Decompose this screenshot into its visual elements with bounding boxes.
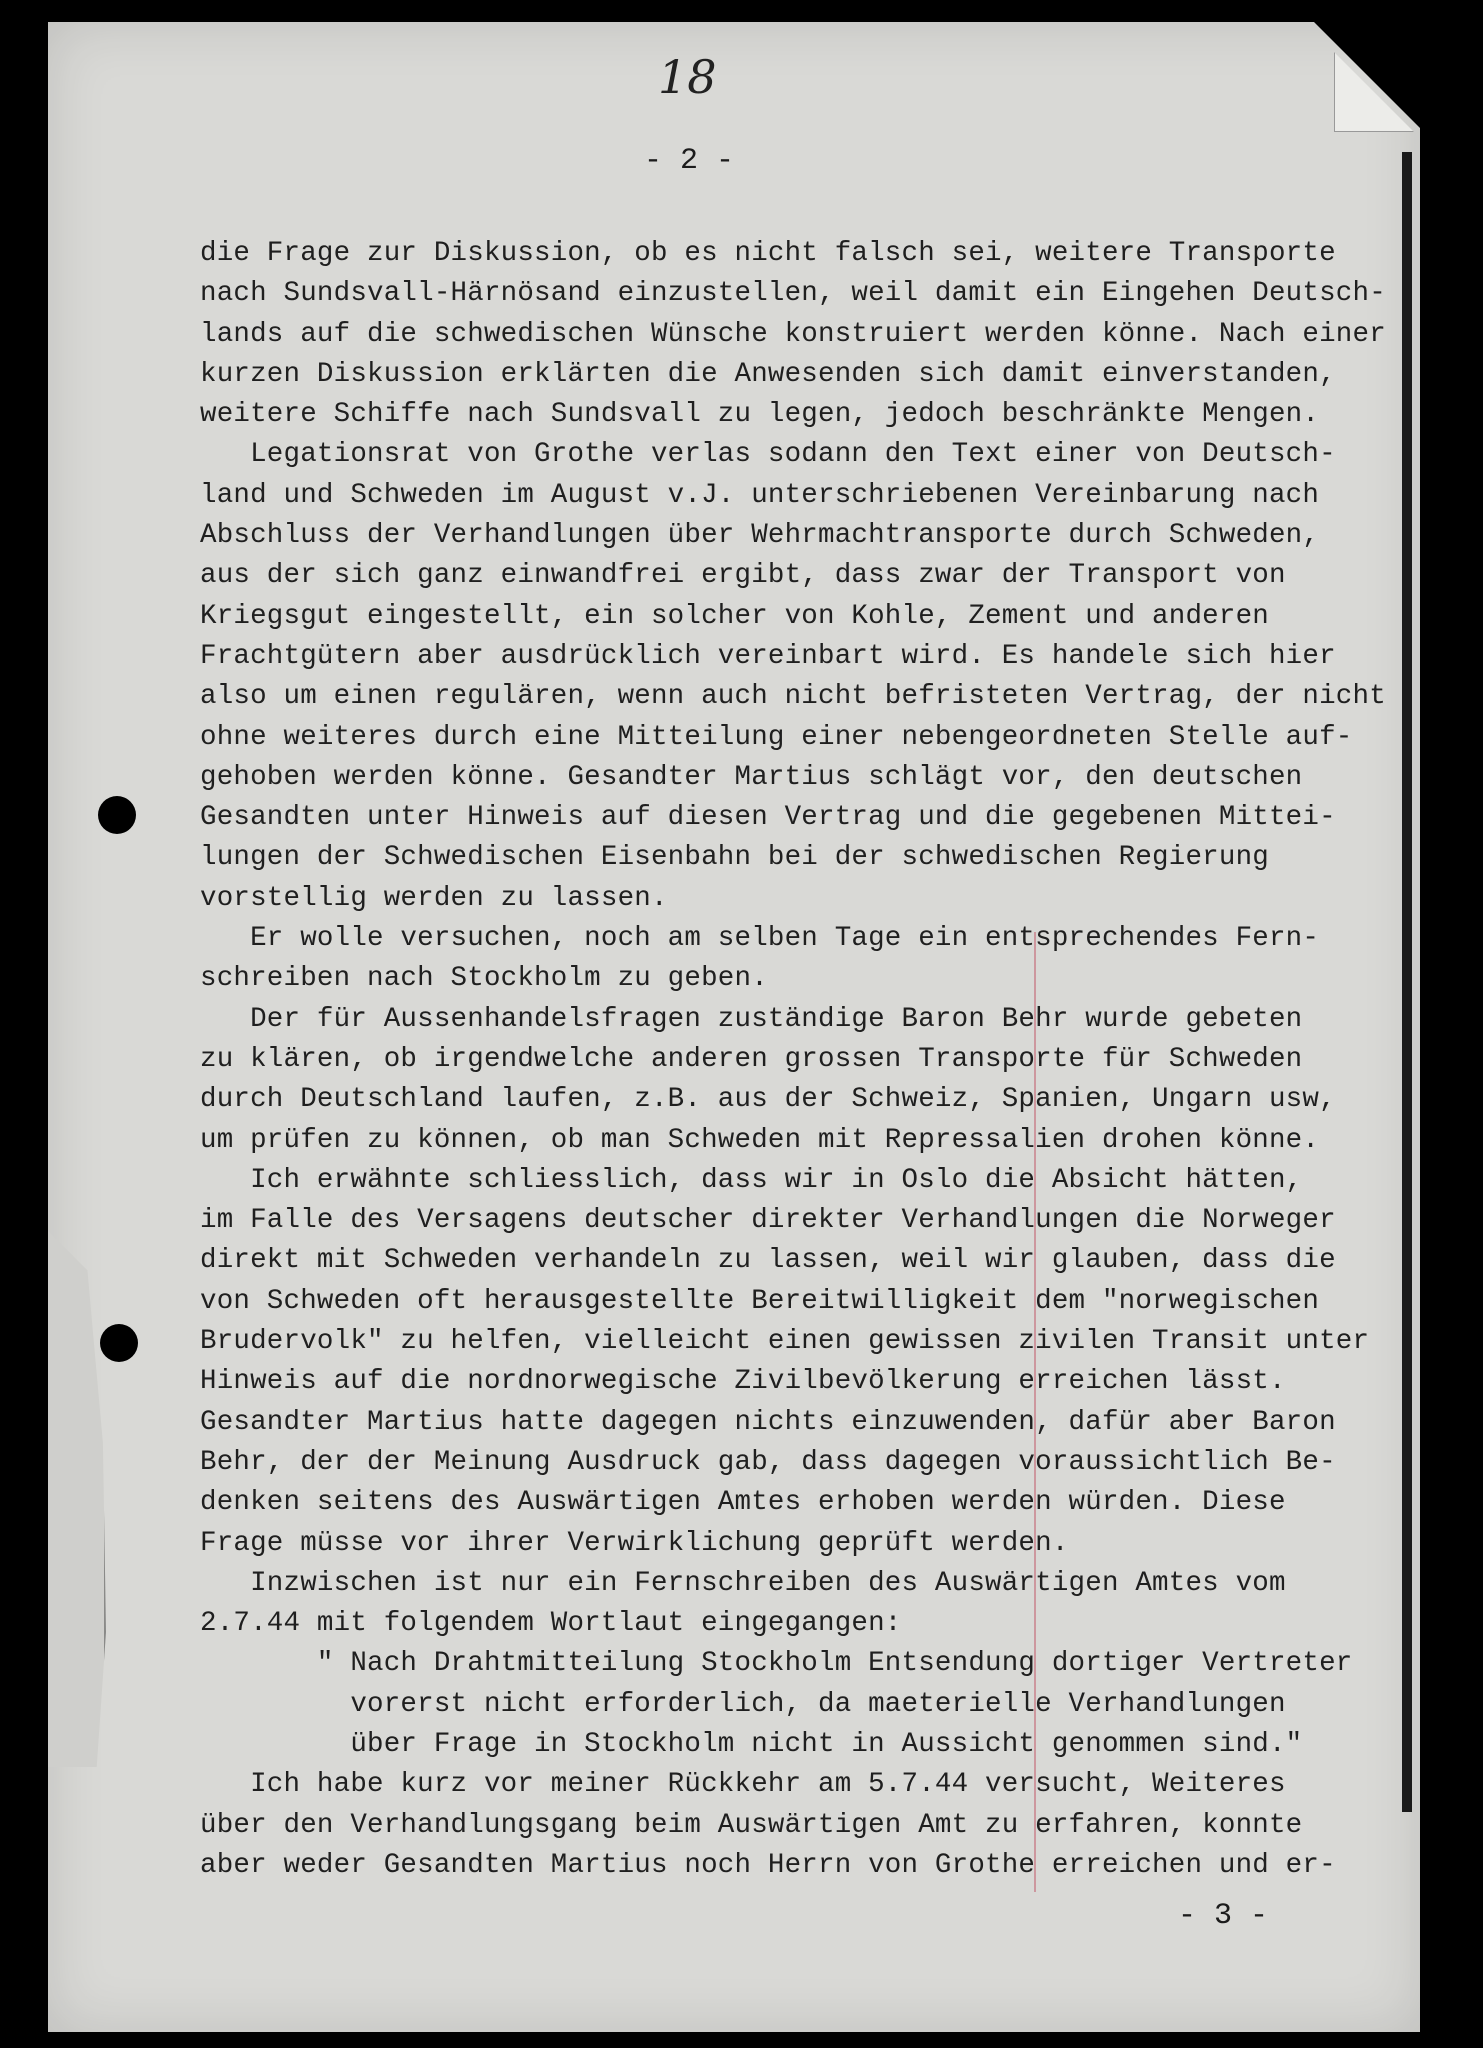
punch-hole-bottom [100,1324,138,1362]
page-number: - 2 - [644,144,735,178]
text-line: Frachtgütern aber ausdrücklich vereinbart wird. Es handele sich hier [200,640,1336,672]
text-line: Brudervolk" zu helfen, vielleicht einen gewissen zivilen Transit unter [200,1326,1370,1358]
text-line: über Frage in Stockholm nicht in Aussicht genommen sind." [200,1728,1303,1760]
text-line: Ich erwähnte schliesslich, dass wir in Oslo die Absicht hätten, [200,1164,1303,1196]
text-line: durch Deutschland laufen, z.B. aus der Schweiz, Spanien, Ungarn usw, [200,1084,1336,1116]
handwritten-folio-number: 18 [658,50,717,104]
text-line: lands auf die schwedischen Wünsche konstruiert werden könne. Nach einer [200,318,1386,350]
text-line: lungen der Schwedischen Eisenbahn bei der schwedischen Regierung [200,842,1269,874]
text-line: die Frage zur Diskussion, ob es nicht falsch sei, weitere Transporte [200,238,1336,269]
text-line: Er wolle versuchen, noch am selben Tage ein entsprechendes Fern- [200,923,1320,955]
text-line: um prüfen zu können, ob man Schweden mit Repressalien drohen könne. [200,1124,1320,1156]
text-line: schreiben nach Stockholm zu geben. [200,963,768,995]
text-line: nach Sundsvall-Härnösand einzustellen, weil damit ein Eingehen Deutsch- [200,278,1386,310]
text-line: weitere Schiffe nach Sundsvall zu legen, jedoch beschränkte Mengen. [200,399,1320,431]
text-line: aber weder Gesandten Martius noch Herrn von Grothe erreichen und er- [200,1849,1336,1881]
punch-hole-top [98,796,136,834]
text-line: Inzwischen ist nur ein Fernschreiben des Auswärtigen Amtes vom [200,1567,1286,1599]
text-line: über den Verhandlungsgang beim Auswärtigen Amt zu erfahren, konnte [200,1809,1303,1841]
text-line: gehoben werden könne. Gesandter Martius schlägt vor, den deutschen [200,761,1303,793]
text-line: denken seitens des Auswärtigen Amtes erhoben werden würden. Diese [200,1487,1286,1519]
text-line: ohne weiteres durch eine Mitteilung einer nebengeordneten Stelle auf- [200,721,1353,753]
text-line: Legationsrat von Grothe verlas sodann den Text einer von Deutsch- [200,439,1336,471]
text-line: Kriegsgut eingestellt, ein solcher von Kohle, Zement und anderen [200,600,1269,632]
text-line: Frage müsse vor ihrer Verwirklichung geprüft werden. [200,1527,1069,1559]
text-line: Hinweis auf die nordnorwegische Zivilbevölkerung erreichen lässt. [200,1366,1286,1398]
document-page [48,22,1420,2032]
text-line: Abschluss der Verhandlungen über Wehrmachtransporte durch Schweden, [200,520,1320,552]
body-text [200,234,1420,1886]
text-line: vorerst nicht erforderlich, da maeterielle Verhandlungen [200,1688,1286,1720]
text-line: direkt mit Schweden verhandeln zu lassen, weil wir glauben, dass die [200,1245,1336,1277]
text-line: aus der sich ganz einwandfrei ergibt, dass zwar der Transport von [200,560,1286,592]
next-page-marker: - 3 - [1178,1899,1269,1933]
text-line: " Nach Drahtmitteilung Stockholm Entsendung dortiger Vertreter [200,1648,1353,1680]
text-line: land und Schweden im August v.J. unterschriebenen Vereinbarung nach [200,479,1320,511]
text-line: Ich habe kurz vor meiner Rückkehr am 5.7.44 versucht, Weiteres [200,1769,1286,1801]
text-line: kurzen Diskussion erklärten die Anwesenden sich damit einverstanden, [200,358,1336,390]
text-line: 2.7.44 mit folgendem Wortlaut eingegangen: [200,1608,902,1640]
text-line: zu klären, ob irgendwelche anderen grossen Transporte für Schweden [200,1043,1303,1075]
text-line: Gesandten unter Hinweis auf diesen Vertrag und die gegebenen Mittei- [200,802,1336,834]
text-line: Gesandter Martius hatte dagegen nichts einzuwenden, dafür aber Baron [200,1406,1336,1438]
text-line: also um einen regulären, wenn auch nicht befristeten Vertrag, der nicht [200,681,1386,713]
text-line: Behr, der der Meinung Ausdruck gab, dass dagegen voraussichtlich Be- [200,1446,1336,1478]
text-line: im Falle des Versagens deutscher direkter Verhandlungen die Norweger [200,1205,1336,1237]
torn-edge [48,1227,106,1767]
text-line: von Schweden oft herausgestellte Bereitwilligkeit dem "norwegischen [200,1285,1320,1317]
text-line: Der für Aussenhandelsfragen zuständige Baron Behr wurde gebeten [200,1003,1303,1035]
text-line: vorstellig werden zu lassen. [200,882,668,914]
